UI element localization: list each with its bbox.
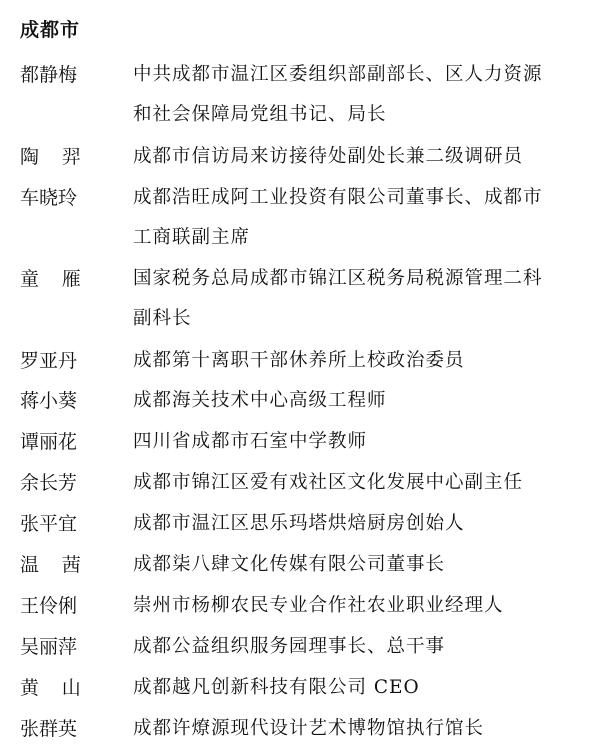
title-line: 成都第十离职干部休养所上校政治委员 — [133, 350, 465, 371]
person-title — [133, 712, 601, 752]
person-name: 蒋小葵 — [20, 390, 78, 412]
title-line: 成都浩旺成阿工业投资有限公司董事长、成都市 — [133, 187, 543, 208]
person-title — [133, 589, 601, 629]
person-title — [133, 630, 601, 670]
person-name: 余长芳 — [20, 472, 78, 494]
title-line: 成都市锦江区爱有戏社区文化发展中心副主任 — [133, 472, 524, 493]
person-title — [133, 425, 601, 465]
person-name: 车晓玲 — [20, 187, 78, 209]
person-title — [133, 262, 601, 342]
person-name: 温茜 — [20, 554, 104, 576]
title-line: 工商联副主席 — [133, 227, 251, 248]
person-title — [133, 384, 601, 424]
person-name: 都静梅 — [20, 64, 78, 86]
title-line: 国家税务总局成都市锦江区税务局税源管理二科 — [133, 268, 543, 289]
person-title — [133, 58, 601, 138]
title-line: 副科长 — [133, 308, 192, 329]
title-line: 成都市温江区思乐玛塔烘焙厨房创始人 — [133, 513, 465, 534]
person-name: 黄山 — [20, 677, 104, 699]
person-name: 陶羿 — [20, 146, 104, 168]
title-line: 和社会保障局党组书记、局长 — [133, 104, 387, 125]
title-line: 成都越凡创新科技有限公司 CEO — [133, 677, 420, 698]
person-title — [133, 507, 601, 547]
person-title — [133, 548, 601, 588]
section-heading: 成都市 — [20, 19, 81, 41]
person-name: 吴丽萍 — [20, 636, 78, 658]
person-name: 张群英 — [20, 718, 78, 740]
title-line: 成都海关技术中心高级工程师 — [133, 390, 387, 411]
person-name: 张平宜 — [20, 513, 78, 535]
title-line: 中共成都市温江区委组织部副部长、区人力资源 — [133, 64, 543, 85]
person-name: 王伶俐 — [20, 595, 78, 617]
person-title — [133, 181, 601, 261]
person-title — [133, 344, 601, 384]
person-name: 童雁 — [20, 268, 104, 290]
title-line: 成都许燎源现代设计艺术博物馆执行馆长 — [133, 718, 485, 739]
person-name: 谭丽花 — [20, 431, 78, 453]
title-line: 成都柒八肆文化传媒有限公司董事长 — [133, 554, 446, 575]
title-line: 成都市信访局来访接待处副处长兼二级调研员 — [133, 146, 524, 167]
title-line: 崇州市杨柳农民专业合作社农业职业经理人 — [133, 595, 504, 616]
person-name: 罗亚丹 — [20, 350, 78, 372]
person-title — [133, 671, 601, 711]
title-line: 四川省成都市石室中学教师 — [133, 431, 368, 452]
person-title — [133, 140, 601, 180]
person-title — [133, 466, 601, 506]
title-line: 成都公益组织服务园理事长、总干事 — [133, 636, 446, 657]
